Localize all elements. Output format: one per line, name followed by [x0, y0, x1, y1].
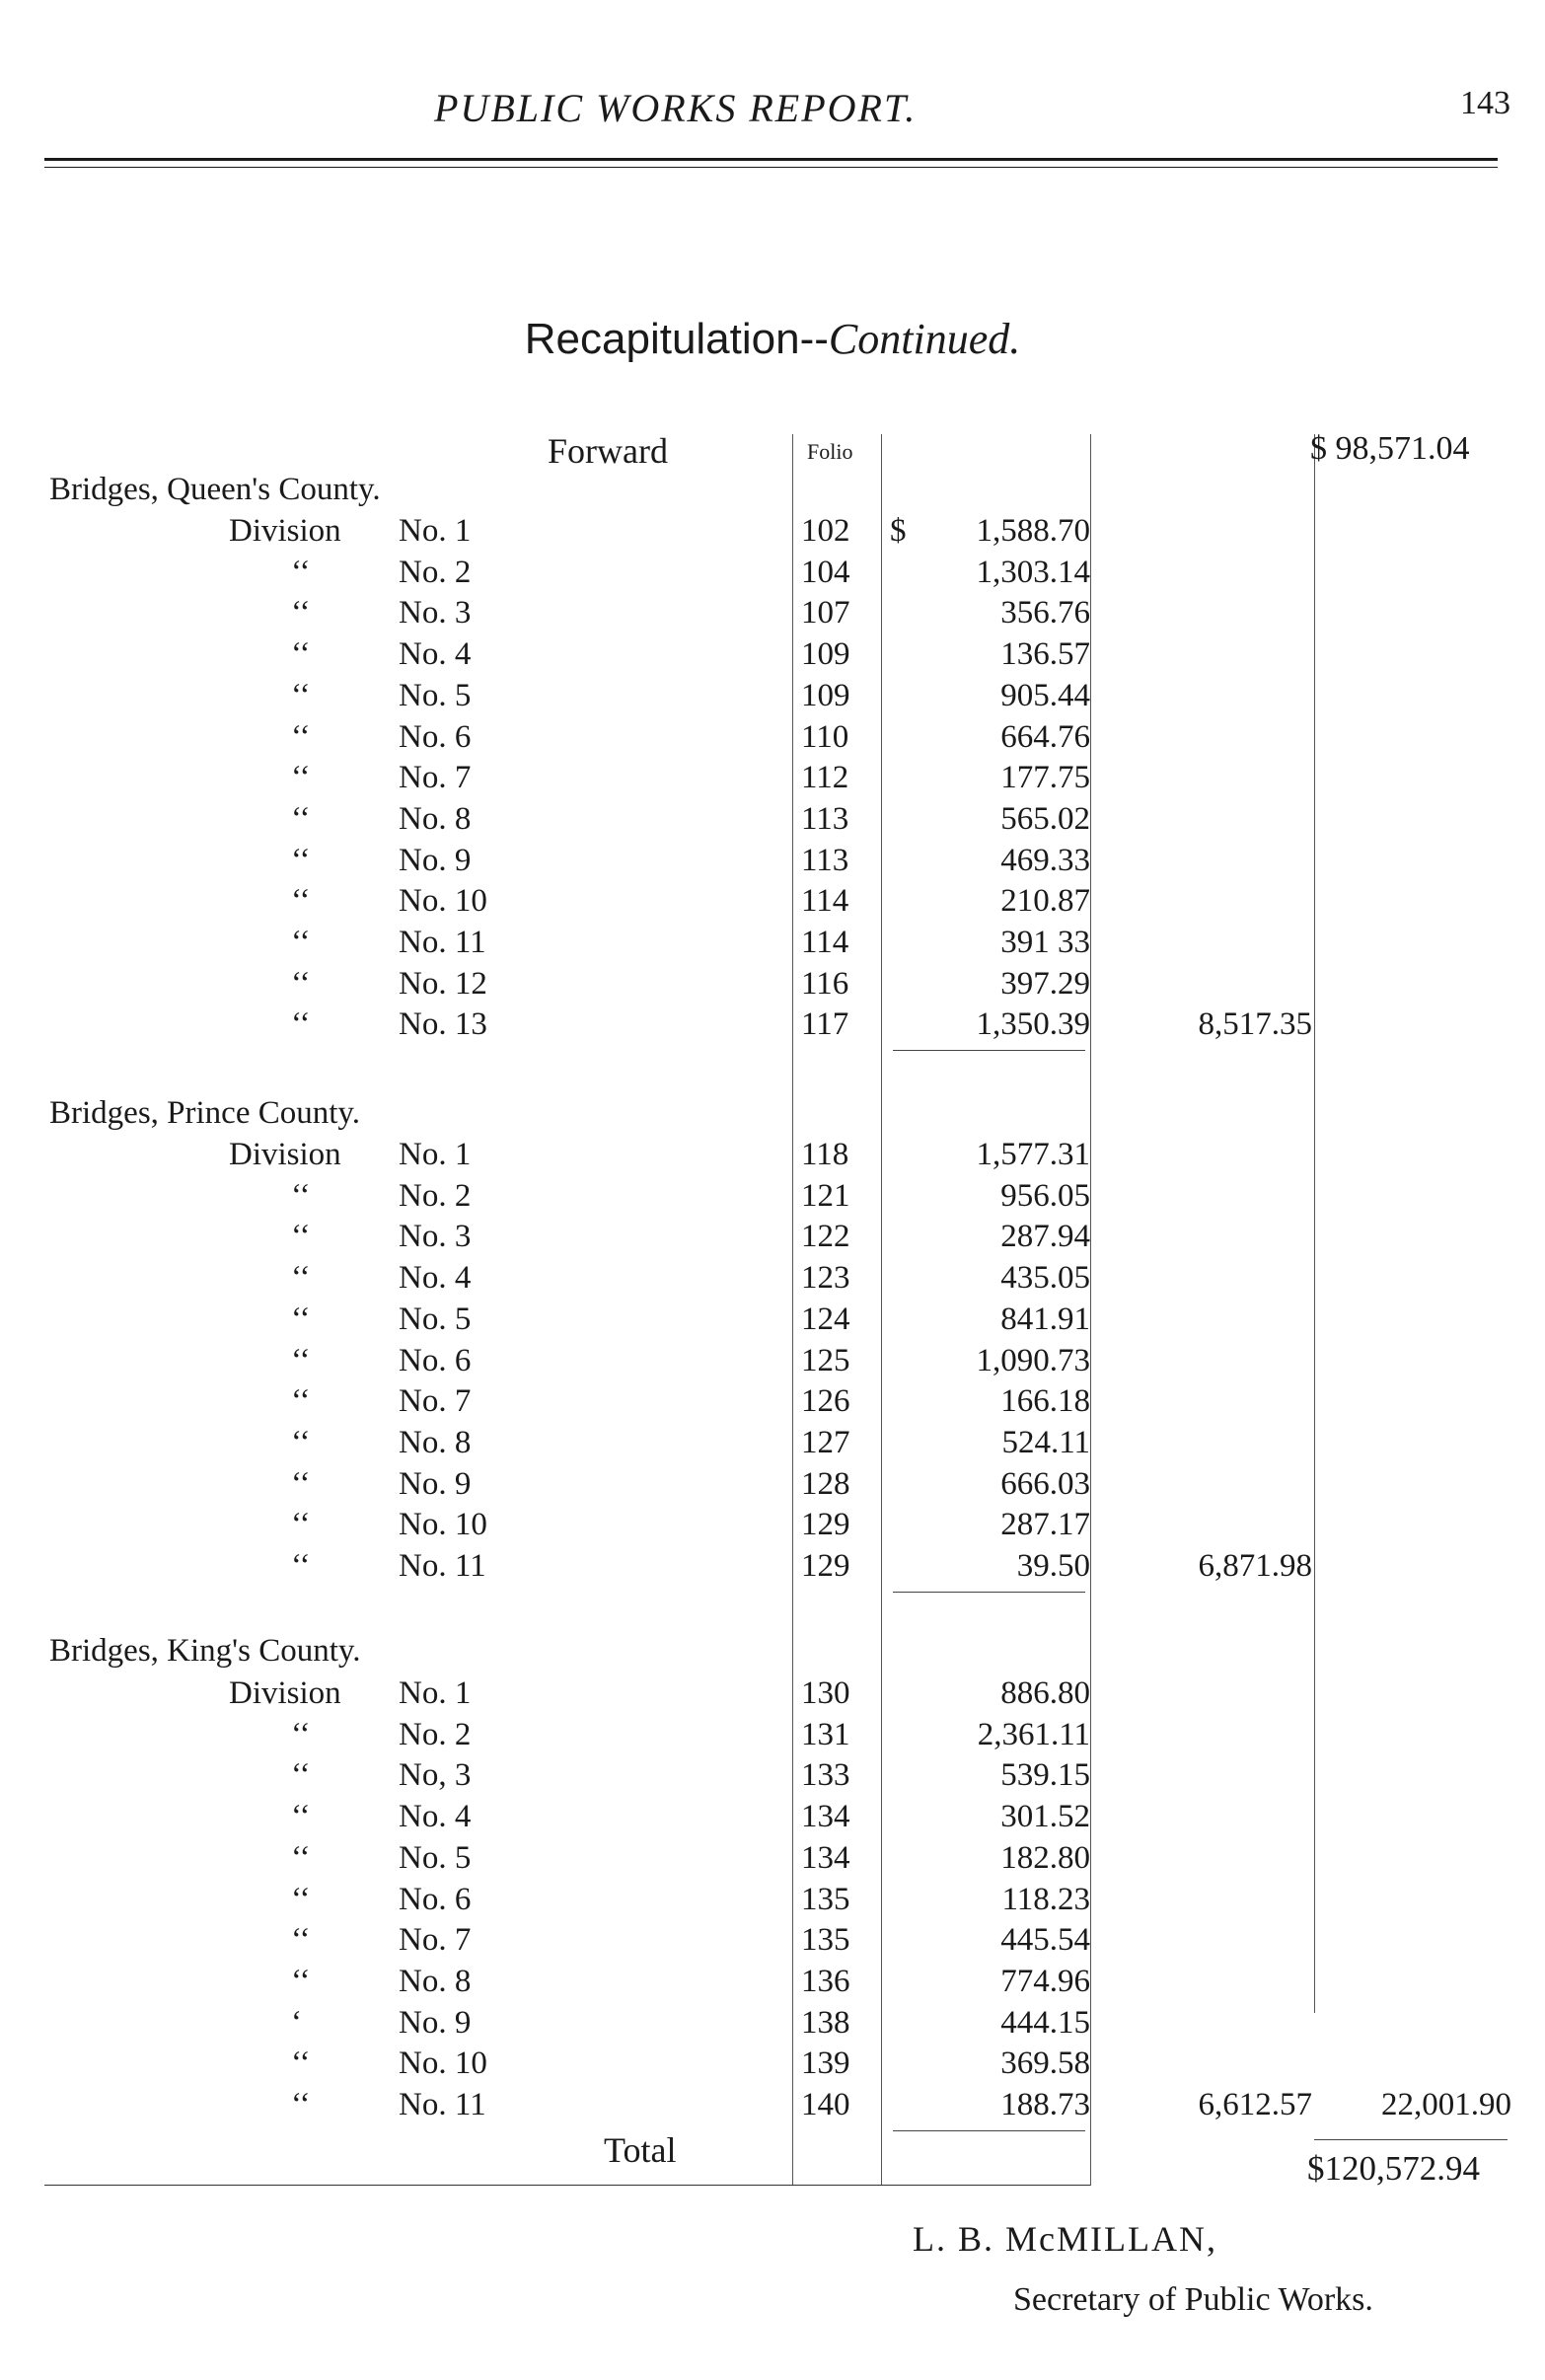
cell-folio: 123 — [801, 1260, 850, 1297]
cell-no: No. 8 — [399, 1424, 472, 1460]
cell-folio: 135 — [801, 1922, 850, 1959]
cell-no: No. 10 — [399, 883, 487, 920]
cell-ditto: ‘‘ — [291, 1881, 311, 1917]
group-title: Bridges, King's County. — [49, 1633, 361, 1669]
cell-folio: 129 — [801, 1507, 850, 1543]
total-rule-right — [1314, 2139, 1508, 2140]
table-row — [0, 678, 1545, 719]
table-row — [0, 1799, 1545, 1840]
cell-folio: 118 — [801, 1137, 849, 1172]
cell-ditto: ‘‘ — [291, 677, 311, 713]
cell-ditto: ‘‘ — [291, 883, 311, 920]
cell-amount: 445.54 — [1000, 1922, 1090, 1959]
table-row — [0, 1219, 1545, 1260]
cell-amount: 524.11 — [1001, 1424, 1090, 1460]
cell-amount: 1,588.70 — [976, 513, 1090, 549]
cell-amount: 210.87 — [1000, 883, 1090, 920]
table-row — [0, 2087, 1545, 2128]
cell-ditto: ‘‘ — [291, 718, 311, 755]
caption-dashes: -- — [799, 315, 829, 363]
table-row — [0, 2045, 1545, 2087]
cell-ditto: ‘‘ — [291, 2087, 311, 2122]
cell-ditto: ‘‘ — [291, 1301, 311, 1337]
cell-folio: 126 — [801, 1383, 850, 1420]
table-row — [0, 1964, 1545, 2005]
table-caption — [0, 314, 1545, 364]
folio-header: Folio — [807, 439, 853, 464]
cell-ditto: ‘‘ — [291, 595, 311, 632]
cell-no: No. 7 — [399, 1383, 472, 1420]
cell-amount: 177.75 — [1000, 760, 1090, 796]
caption-continued: Continued. — [828, 315, 1021, 363]
cell-amount: 136.57 — [1000, 636, 1090, 673]
cell-amount: 905.44 — [1000, 677, 1090, 713]
table-row — [0, 595, 1545, 636]
group-title-row — [0, 1633, 1545, 1674]
table-row — [0, 760, 1545, 801]
table-row — [0, 1922, 1545, 1964]
group-title: Bridges, Queen's County. — [49, 472, 381, 507]
cell-no: No. 5 — [399, 677, 472, 713]
table-row — [0, 1675, 1545, 1717]
cell-ditto: ‘‘ — [291, 1006, 311, 1043]
cell-folio: 113 — [801, 842, 849, 878]
cell-amount: 1,303.14 — [976, 554, 1090, 590]
table-row — [0, 1882, 1545, 1923]
total-label: Total — [604, 2130, 677, 2170]
group-title-row — [0, 1095, 1545, 1137]
cell-no: No. 11 — [399, 1548, 486, 1584]
cell-ditto: ‘‘ — [291, 1177, 311, 1214]
cell-folio: 107 — [801, 595, 850, 632]
cell-folio: 113 — [801, 800, 849, 837]
page-number: 143 — [1460, 85, 1510, 121]
forward-label: Forward — [548, 431, 668, 471]
cell-division: Division — [229, 1675, 341, 1711]
cell-folio: 110 — [801, 718, 849, 755]
cell-dollar: $ — [890, 513, 907, 549]
cell-no: No. 1 — [399, 513, 472, 549]
cell-ditto: ‘‘ — [291, 1922, 311, 1959]
cell-amount: 435.05 — [1000, 1260, 1090, 1297]
cell-amount: 666.03 — [1000, 1465, 1090, 1502]
cell-no: No. 4 — [399, 1260, 472, 1297]
signature-name: L. B. McMILLAN, — [913, 2219, 1217, 2259]
cell-amount: 39.50 — [1016, 1548, 1090, 1584]
cell-ditto: ‘‘ — [291, 2045, 311, 2082]
table-row — [0, 1383, 1545, 1425]
cell-ditto: ‘‘ — [291, 1260, 311, 1297]
cell-folio: 122 — [801, 1219, 850, 1255]
table-row — [0, 1137, 1545, 1178]
cell-amount: 469.33 — [1000, 842, 1090, 878]
cell-ditto: ‘‘ — [291, 842, 311, 878]
cell-folio: 112 — [801, 760, 849, 796]
caption-main: Recapitulation — [524, 315, 800, 363]
table-row — [0, 1260, 1545, 1302]
cell-folio: 130 — [801, 1675, 850, 1711]
cell-folio: 131 — [801, 1716, 850, 1752]
cell-folio: 139 — [801, 2045, 850, 2082]
cell-folio: 127 — [801, 1424, 850, 1460]
cell-no: No. 8 — [399, 800, 472, 837]
table-row — [0, 1757, 1545, 1799]
subtotal-rule — [893, 2130, 1085, 2131]
table-row — [0, 1343, 1545, 1384]
cell-folio: 140 — [801, 2087, 850, 2122]
cell-folio: 124 — [801, 1301, 850, 1337]
cell-ditto: ‘‘ — [291, 965, 311, 1002]
cell-amount: 886.80 — [1000, 1675, 1090, 1711]
header-rule-thin — [44, 167, 1498, 168]
cell-folio: 138 — [801, 2004, 850, 2041]
cell-no: No. 12 — [399, 965, 487, 1002]
cell-ditto: ‘‘ — [291, 554, 311, 590]
table-row — [0, 883, 1545, 925]
table-row — [0, 1302, 1545, 1343]
cell-no: No, 3 — [399, 1757, 472, 1794]
cell-no: No. 11 — [399, 2087, 486, 2122]
table-row — [0, 1507, 1545, 1548]
subtotal-rule — [893, 1050, 1085, 1051]
table-row — [0, 925, 1545, 966]
cell-no: No. 2 — [399, 554, 472, 590]
cell-no: No. 6 — [399, 1342, 472, 1378]
cell-amount: 664.76 — [1000, 718, 1090, 755]
cell-ditto: ‘‘ — [291, 1757, 311, 1794]
table-row — [0, 801, 1545, 843]
cell-ditto: ‘‘ — [291, 1465, 311, 1502]
cell-folio: 128 — [801, 1465, 850, 1502]
cell-no: No. 3 — [399, 595, 472, 632]
cell-ditto: ‘‘ — [291, 636, 311, 673]
cell-amount: 565.02 — [1000, 800, 1090, 837]
cell-amount: 774.96 — [1000, 1963, 1090, 1999]
cell-ditto: ‘‘ — [291, 1799, 311, 1835]
cell-no: No. 5 — [399, 1301, 472, 1337]
table-row — [0, 843, 1545, 884]
table-row — [0, 719, 1545, 761]
cell-folio: 104 — [801, 554, 850, 590]
cell-folio: 134 — [801, 1799, 850, 1835]
cell-folio: 125 — [801, 1342, 850, 1378]
cell-no: No. 8 — [399, 1963, 472, 1999]
cell-amount: 2,361.11 — [977, 1716, 1090, 1752]
cell-no: No. 13 — [399, 1006, 487, 1043]
cell-folio: 136 — [801, 1963, 850, 1999]
subtotal-rule — [893, 1592, 1085, 1593]
cell-subtotal: 6,612.57 — [1198, 2087, 1312, 2122]
cell-ditto: ‘‘ — [291, 800, 311, 837]
cell-no: No. 4 — [399, 1799, 472, 1835]
cell-ditto: ‘‘ — [291, 1548, 311, 1584]
table-row — [0, 636, 1545, 678]
cell-ditto: ‘‘ — [291, 760, 311, 796]
cell-amount: 182.80 — [1000, 1839, 1090, 1876]
cell-no: No. 4 — [399, 636, 472, 673]
table-row — [0, 2005, 1545, 2046]
cell-amount: 1,090.73 — [976, 1342, 1090, 1378]
cell-folio: 117 — [801, 1006, 849, 1043]
cell-folio: 133 — [801, 1757, 850, 1794]
cell-total: 22,001.90 — [1381, 2087, 1511, 2122]
cell-amount: 369.58 — [1000, 2045, 1090, 2082]
cell-no: No. 2 — [399, 1716, 472, 1752]
table-row — [0, 1466, 1545, 1508]
cell-no: No. 9 — [399, 2004, 472, 2041]
cell-amount: 841.91 — [1000, 1301, 1090, 1337]
table-row — [0, 1548, 1545, 1590]
cell-no: No. 6 — [399, 718, 472, 755]
cell-folio: 129 — [801, 1548, 850, 1584]
cell-amount: 444.15 — [1000, 2004, 1090, 2041]
cell-amount: 1,577.31 — [976, 1137, 1090, 1172]
cell-ditto: ‘‘ — [291, 1424, 311, 1460]
cell-ditto: ‘‘ — [291, 1839, 311, 1876]
forward-amount: $ 98,571.04 — [1310, 430, 1470, 467]
cell-no: No. 11 — [399, 925, 486, 960]
running-header-title: PUBLIC WORKS REPORT. — [434, 86, 918, 130]
cell-folio: 134 — [801, 1839, 850, 1876]
cell-amount: 301.52 — [1000, 1799, 1090, 1835]
cell-no: No. 7 — [399, 1922, 472, 1959]
table-row — [0, 513, 1545, 555]
cell-ditto: ‘‘ — [291, 1219, 311, 1255]
cell-folio: 121 — [801, 1177, 850, 1214]
cell-no: No. 9 — [399, 842, 472, 878]
table-row — [0, 1006, 1545, 1048]
cell-folio: 109 — [801, 636, 850, 673]
header-rule-thick — [44, 158, 1498, 161]
cell-amount: 166.18 — [1000, 1383, 1090, 1420]
group-title-row — [0, 472, 1545, 513]
cell-amount: 287.17 — [1000, 1507, 1090, 1543]
grand-total: $120,572.94 — [1307, 2149, 1480, 2188]
cell-amount: 956.05 — [1000, 1177, 1090, 1214]
cell-amount: 539.15 — [1000, 1757, 1090, 1794]
cell-ditto: ‘ — [291, 2004, 302, 2041]
cell-amount: 391 33 — [1000, 925, 1090, 960]
cell-amount: 1,350.39 — [976, 1006, 1090, 1043]
cell-folio: 116 — [801, 965, 849, 1002]
cell-folio: 109 — [801, 677, 850, 713]
cell-folio: 135 — [801, 1881, 850, 1917]
cell-no: No. 10 — [399, 2045, 487, 2082]
cell-amount: 397.29 — [1000, 965, 1090, 1002]
cell-ditto: ‘‘ — [291, 1963, 311, 1999]
cell-folio: 114 — [801, 883, 849, 920]
table-row — [0, 1425, 1545, 1466]
cell-subtotal: 6,871.98 — [1198, 1548, 1312, 1584]
cell-no: No. 5 — [399, 1839, 472, 1876]
group-title: Bridges, Prince County. — [49, 1095, 360, 1131]
cell-folio: 114 — [801, 925, 849, 960]
cell-no: No. 9 — [399, 1465, 472, 1502]
cell-amount: 287.94 — [1000, 1219, 1090, 1255]
cell-no: No. 3 — [399, 1219, 472, 1255]
cell-ditto: ‘‘ — [291, 925, 311, 960]
cell-subtotal: 8,517.35 — [1198, 1006, 1312, 1043]
cell-folio: 102 — [801, 513, 850, 549]
cell-no: No. 10 — [399, 1507, 487, 1543]
table-row — [0, 555, 1545, 596]
total-rule-left — [44, 2185, 1090, 2186]
cell-ditto: ‘‘ — [291, 1383, 311, 1420]
table-row — [0, 966, 1545, 1007]
cell-no: No. 7 — [399, 760, 472, 796]
cell-no: No. 1 — [399, 1675, 472, 1711]
cell-ditto: ‘‘ — [291, 1716, 311, 1752]
cell-amount: 118.23 — [1001, 1881, 1090, 1917]
table-row — [0, 1840, 1545, 1882]
cell-division: Division — [229, 1137, 341, 1172]
cell-amount: 356.76 — [1000, 595, 1090, 632]
table-row — [0, 1717, 1545, 1758]
cell-ditto: ‘‘ — [291, 1507, 311, 1543]
cell-amount: 188.73 — [1000, 2087, 1090, 2122]
cell-no: No. 6 — [399, 1881, 472, 1917]
cell-no: No. 1 — [399, 1137, 472, 1172]
table-row — [0, 1178, 1545, 1220]
cell-ditto: ‘‘ — [291, 1342, 311, 1378]
cell-division: Division — [229, 513, 341, 549]
signature-title: Secretary of Public Works. — [1013, 2281, 1373, 2318]
cell-no: No. 2 — [399, 1177, 472, 1214]
